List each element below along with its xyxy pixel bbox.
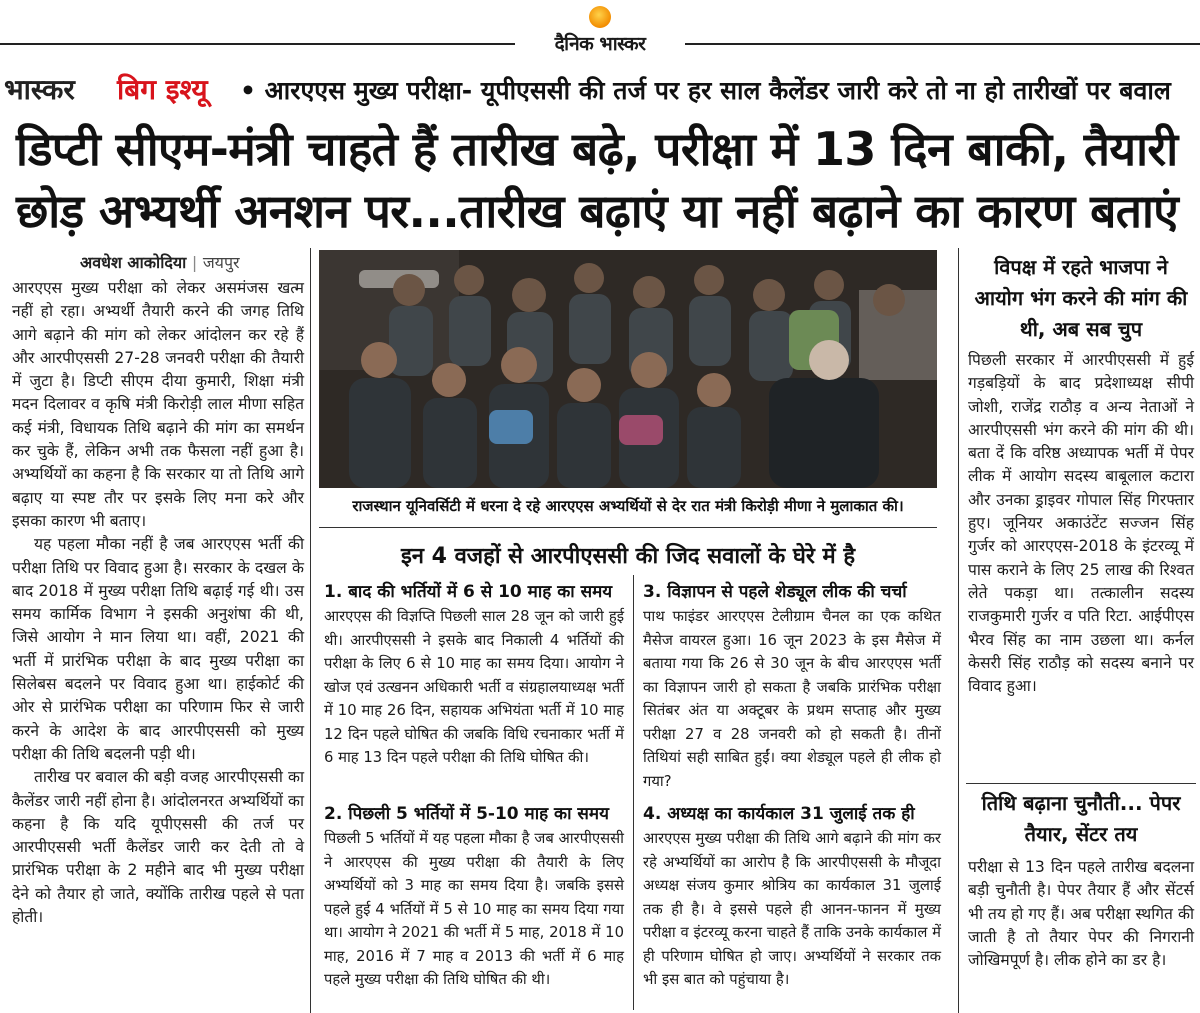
photo-caption: राजस्थान यूनिवर्सिटी में धरना दे रहे आरएएस अभ्यर्थियों से देर रात मंत्री किरोड़ी मीणा ने मुलाकात की। — [352, 497, 904, 515]
box-item-4-text: आरएएस मुख्य परीक्षा की तिथि आगे बढ़ाने की मांग कर रहे अभ्यर्थियों का आरोप है कि आरपीएससी के मौजूदा अध्यक्ष संजय कुमार श्रोत्रिय का कार्यकाल 31 जुलाई तक ही है। वे इससे पहले ही आनन-फानन में मुख्य परीक्षा व इंटरव्यू करना चाहते हैं ताकि उनके कार्यकाल में ही परिणाम घोषित हो जाए। अभ्यर्थियों ने सरकार तक भी इस बात को पहुंचाया है। — [643, 830, 941, 988]
strip-tag-big-issue: बिग इश्यू — [117, 73, 208, 106]
right-section-2-heading: तिथि बढ़ाना चुनौती... पेपर तैयार, सेंटर तय — [981, 791, 1181, 846]
box-top-rule — [319, 527, 937, 528]
right-section-1-text: पिछली सरकार में आरपीएससी में हुई गड़बड़ियों के बाद प्रदेशाध्यक्ष सीपी जोशी, राजेंद्र राठौड़ व अन्य नेताओं ने आरपीएससी भंग करने की मांग की थी। बता दें कि वरिष्ठ अध्यापक भर्ती में पेपर लीक में आयोग सदस्य बाबूलाल कटारा और उनका ड्राइवर गोपाल सिंह गिरफ्तार हुए। जूनियर अकाउंटेंट सज्जन सिंह गुर्जर को आरएएस-2018 के इंटरव्यू में पास कराने के लिए 25 लाख की रिश्वत लेते पकड़ा था। तत्कालीन सदस्य राजकुमारी गुर्जर व पति रिटा. आईपीएस भैरव सिंह का नाम उछला था। कर्नल केसरी सिंह राठौड़ को सदस्य बनाने पर विवाद हुआ। — [968, 351, 1194, 696]
news-photo — [319, 250, 937, 488]
box-title: इन 4 वजहों से आरपीएससी की जिद सवालों के घेरे में है — [400, 544, 856, 569]
box-item-2-heading: 2. पिछली 5 भर्तियों में 5-10 माह का समय — [324, 804, 609, 824]
box-item-1-text: आरएएस की विज्ञप्ति पिछली साल 28 जून को जारी हुई थी। आरपीएससी ने इसके बाद निकाली 4 भर्तियों की परीक्षा के लिए 6 से 10 माह का समय दिया। आयोग ने खोज एवं उत्खनन अधिकारी भर्ती व संग्रहालयाध्यक्ष भर्ती में 10 माह 26 दिन, सहायक अभियंता भर्ती में 10 माह 12 दिन पहले घोषित की जबकि विधि रचनाकार भर्ती में 6 माह 13 दिन पहले परीक्षा की तिथि घोषित की। — [324, 608, 624, 766]
strip-text: • आरएएस मुख्य परीक्षा- यूपीएससी की तर्ज पर हर साल कैलेंडर जारी करे तो ना हो तारीखों पर बवाल — [240, 76, 1171, 105]
column-divider-right — [958, 248, 959, 1013]
column-divider-left — [310, 248, 311, 1013]
masthead-rule-right — [685, 43, 1200, 45]
box-item-2 — [324, 803, 624, 992]
box-item-1 — [324, 581, 624, 770]
left-column — [12, 277, 304, 929]
box-item-4 — [643, 803, 941, 992]
box-item-2-text: पिछली 5 भर्तियों में यह पहला मौका है जब आरपीएससी ने आरएएस की मुख्य परीक्षा की तैयारी के लिए अभ्यर्थियों को 3 माह का समय दिया है। जबकि इससे पहले हुई 4 भर्तियों में 5 से 10 माह का समय दिया गया था। आयोग ने 2021 की भर्ती में 5 माह, 2018 में 10 माह, 2016 में 7 माह व 2013 की भर्ती में 6 माह पहले मुख्य परीक्षा की तिथि घोषित की थी। — [324, 830, 624, 988]
right-section-1 — [968, 252, 1194, 698]
box-divider — [633, 575, 634, 1010]
box-item-1-heading: 1. बाद की भर्तियों में 6 से 10 माह का समय — [324, 582, 613, 602]
masthead-rule-left — [0, 43, 515, 45]
box-item-3-heading: 3. विज्ञापन से पहले शेड्यूल लीक की चर्चा — [643, 582, 907, 602]
right-section-2-text: परीक्षा से 13 दिन पहले तारीख बदलना बड़ी चुनौती है। पेपर तैयार हैं और सेंटर्स भी तय हो गए हैं। अब परीक्षा स्थगित की जाती है तो तैयार पेपर की निगरानी जोखिमपूर्ण है। लीक होने का डर है। — [968, 858, 1194, 970]
byline-separator: | — [191, 253, 198, 272]
byline-author: अवधेश आकोदिया — [80, 253, 187, 272]
box-item-3 — [643, 581, 941, 793]
right-section-1-heading: विपक्ष में रहते भाजपा ने आयोग भंग करने की मांग की थी, अब सब चुप — [974, 255, 1188, 341]
news-photo-illustration — [319, 250, 937, 488]
byline-place: जयपुर — [202, 253, 240, 272]
left-paragraph-1: आरएएस मुख्य परीक्षा को लेकर असमंजस खत्म नहीं हो रहा। अभ्यर्थी तैयारी करने की जगह तिथि आगे बढ़ाने की मांग को लेकर आंदोलन कर रहे हैं और आरपीएससी 27-28 जनवरी परीक्षा की तैयारी में जुटा है। डिप्टी सीएम दीया कुमारी, शिक्षा मंत्री मदन दिलावर व कृषि मंत्री किरोड़ी लाल मीणा सहित कई मंत्री, विधायक तिथि बढ़ाने की मांग का समर्थन कर चुके हैं, लेकिन अभी तक फैसला नहीं हुआ है। अभ्यर्थियों का कहना है कि सरकार या तो तिथि आगे बढ़ाए या स्पष्ट तौर पर इसके लिए मना करे और इसका कारण भी बताए। — [12, 279, 304, 530]
left-paragraph-2: यह पहला मौका नहीं है जब आरएएस भर्ती की परीक्षा तिथि पर विवाद हुआ है। सरकार के दखल के बाद 2018 में मुख्य परीक्षा तिथि बढ़ाई गई थी। उस समय कार्मिक विभाग ने इसकी अनुशंषा की थी, जिसे आयोग ने मान लिया था। वहीं, 2021 की भर्ती में प्रारंभिक परीक्षा के बाद मुख्य परीक्षा का सिलेबस बदलने पर विवाद हुआ था। हाईकोर्ट की ओर से प्रारंभिक परीक्षा का परिणाम फिर से जारी करने के आदेश के बाद आरपीएससी को मुख्य परीक्षा की तिथि बदलनी पड़ी थी। — [12, 535, 304, 763]
masthead-name: दैनिक भास्कर — [554, 33, 646, 55]
left-paragraph-3: तारीख पर बवाल की बड़ी वजह आरपीएससी का कैलेंडर जारी नहीं होना है। आंदोलनरत अभ्यर्थियों का कहना है कि यदि यूपीएससी की तर्ज पर आरपीएससी भर्ती कैलेंडर जारी कर देती तो वे प्रारंभिक परीक्षा के 2 महीने बाद भी मुख्य परीक्षा देने को तैयार हो जाते, क्योंकि तारीख पहले से पता होती। — [12, 768, 304, 927]
right-section-2 — [968, 788, 1194, 972]
masthead-logo-sun-icon — [589, 6, 611, 28]
page-headline: डिप्टी सीएम-मंत्री चाहते हैं तारीख बढ़े, परीक्षा में 13 दिन बाकी, तैयारी छोड़ अभ्यर्थी अनशन पर...तारीख बढ़ाएं या नहीं बढ़ाने का कारण बताएं — [16, 122, 1179, 238]
box-item-4-heading: 4. अध्यक्ष का कार्यकाल 31 जुलाई तक ही — [643, 804, 915, 824]
right-section-rule — [966, 783, 1196, 784]
byline — [80, 251, 240, 273]
strip-tag-bhaskar: भास्कर — [4, 73, 75, 106]
box-item-3-text: पाथ फाइंडर आरएएस टेलीग्राम चैनल का एक कथित मैसेज वायरल हुआ। 16 जून 2023 के इस मैसेज में बताया गया कि 26 से 30 जून के बीच आरएएस भर्ती का विज्ञापन जारी हो सकता है जबकि प्रारंभिक परीक्षा सितंबर अंत या अक्टूबर के प्रथम सप्ताह और मुख्य परीक्षा 27 व 28 जनवरी को हो सकती है। तीनों तिथियां सही साबित हुईं। क्या शेड्यूल पहले ही लीक हो गया? — [643, 608, 941, 790]
